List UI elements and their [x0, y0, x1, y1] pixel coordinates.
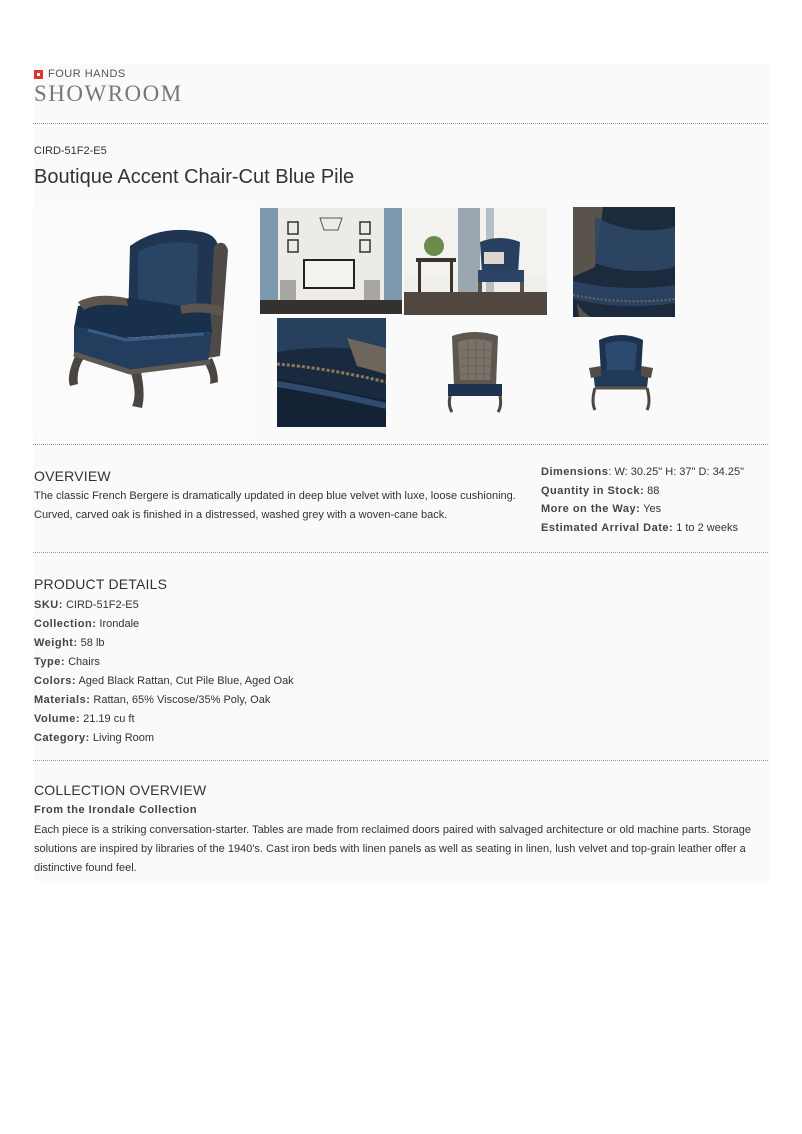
spec-arrival — [541, 519, 744, 538]
collection-subheading: From the Irondale Collection — [34, 804, 198, 816]
divider — [33, 760, 768, 761]
living-scene-image — [404, 208, 547, 315]
front-view-image — [585, 330, 657, 414]
detail-value: Irondale — [96, 618, 140, 630]
detail-label: Volume: — [34, 713, 81, 725]
detail-row — [34, 710, 294, 729]
spec-value: 1 to 2 weeks — [673, 521, 738, 534]
spec-list — [541, 463, 744, 537]
spec-label: Dimensions — [541, 466, 609, 478]
showroom-header — [34, 68, 183, 107]
detail-value: Rattan, 65% Viscose/35% Poly, Oak — [90, 694, 271, 706]
divider — [33, 444, 768, 445]
detail-label: Colors: — [34, 675, 76, 687]
product-code: CIRD-51F2-E5 — [34, 145, 107, 157]
collection-line: distinctive found feel. — [34, 862, 137, 874]
overview-line: Curved, carved oak is finished in a distressed, washed grey with a woven-cane back. — [34, 509, 448, 521]
detail-label: Weight: — [34, 637, 78, 649]
detail-value: Chairs — [65, 656, 100, 668]
detail-row — [34, 596, 294, 615]
brand-logo-icon — [34, 70, 43, 79]
spec-more — [541, 500, 744, 519]
collection-text — [34, 821, 769, 878]
spec-value: : W: 30.25" H: 37" D: 34.25" — [608, 466, 744, 478]
detail-row — [34, 729, 294, 748]
brand-name: FOUR HANDS — [48, 68, 126, 80]
product-title: Boutique Accent Chair-Cut Blue Pile — [34, 166, 355, 188]
detail-label: Materials: — [34, 694, 91, 706]
detail-label: SKU: — [34, 599, 63, 611]
spec-stock — [541, 482, 744, 501]
divider — [33, 552, 768, 553]
divider — [33, 123, 768, 124]
main-chair-image — [34, 206, 256, 436]
detail-value: CIRD-51F2-E5 — [62, 599, 139, 611]
spec-value: Yes — [640, 503, 662, 516]
detail-row — [34, 653, 294, 672]
spec-label: Estimated Arrival Date: — [541, 521, 674, 534]
collection-overview-heading: COLLECTION OVERVIEW — [34, 782, 207, 798]
detail-row — [34, 672, 294, 691]
detail-row — [34, 634, 294, 653]
bedroom-scene-image — [260, 208, 402, 314]
detail-value: 58 lb — [77, 637, 105, 649]
collection-line: Each piece is a striking conversation-starter. Tables are made from reclaimed doors paired with salvaged architecture or old machine parts. Storage — [34, 824, 751, 836]
spec-label: More on the Way: — [541, 503, 641, 516]
brand-line — [34, 68, 183, 80]
detail-label: Category: — [34, 732, 90, 744]
detail-row — [34, 615, 294, 634]
collection-line: solutions are inspired by libraries of the 1940's. Cast iron beds with linen panels as well as seating in linen, lush velvet and top-grain leather offer a — [34, 843, 746, 855]
spec-value: 88 — [644, 484, 660, 497]
product-details-list — [34, 596, 294, 748]
overview-heading: OVERVIEW — [34, 468, 111, 484]
overview-line: The classic French Bergere is dramatically updated in deep blue velvet with luxe, loose cushioning. — [34, 490, 516, 502]
overview-text — [34, 487, 534, 525]
detail-value: Aged Black Rattan, Cut Pile Blue, Aged Oak — [76, 675, 294, 687]
showroom-title: SHOWROOM — [34, 81, 183, 106]
detail-label: Collection: — [34, 618, 97, 630]
spec-dimensions — [541, 463, 744, 482]
detail-row — [34, 691, 294, 710]
spec-label: Quantity in Stock: — [541, 484, 645, 497]
detail-value: Living Room — [89, 732, 155, 744]
side-detail-image — [573, 207, 675, 317]
nailhead-detail-image — [277, 318, 386, 427]
detail-value: 21.19 cu ft — [80, 713, 135, 725]
detail-label: Type: — [34, 656, 66, 668]
product-details-heading: PRODUCT DETAILS — [34, 576, 168, 592]
back-view-image — [440, 330, 510, 414]
